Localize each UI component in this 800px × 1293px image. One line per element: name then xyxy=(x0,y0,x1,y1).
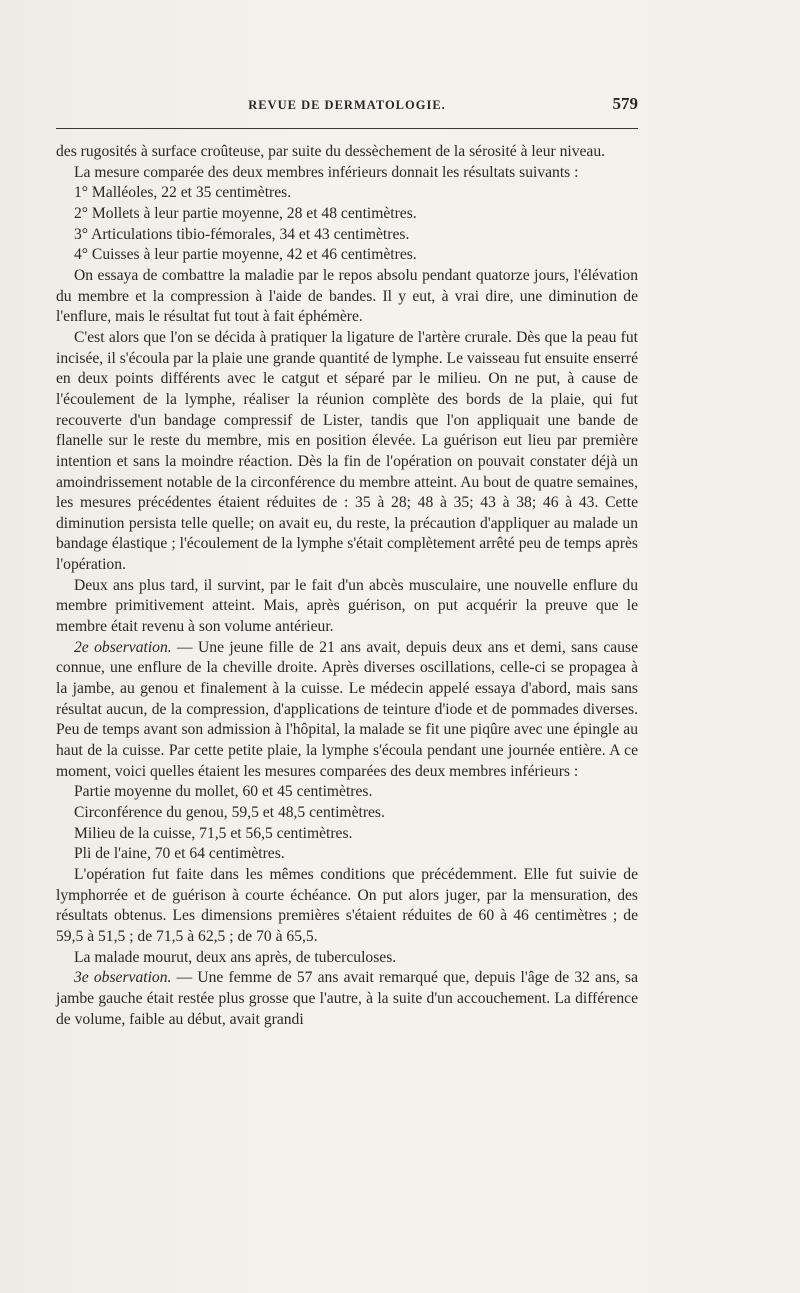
header-rule xyxy=(56,128,638,129)
observation-2-paragraph xyxy=(56,638,638,783)
observation-3-label: 3e observation. xyxy=(74,969,172,987)
observation-2-label: 2e observation. xyxy=(74,638,172,656)
paragraph: On essaya de combattre la maladie par le repos absolu pendant quatorze jours, l'élévation du membre et la compression à l'aide de bandes. Il y eut, à vrai dire, une diminution de l'enflure, mais le résultat fut tout à fait éphémère. xyxy=(56,266,638,326)
observation-3-text: — Une femme de 57 ans avait remarqué que, depuis l'âge de 32 ans, sa jambe gauche était restée plus grosse que l'autre, à la suite d'un accouchement. La différence de volume, faible au début, avait grandi xyxy=(56,969,638,1028)
page-number: 579 xyxy=(612,94,638,113)
observation-3-paragraph xyxy=(56,968,638,1030)
observation-2-text: — Une jeune fille de 21 ans avait, depuis deux ans et demi, sans cause connue, une enflure de la cheville droite. Après diverses oscillations, celle-ci se propagea à la jambe, au genou et finalement à la cuisse. Le médecin appelé essaya d'abord, mais sans résultat aucun, de la compression, d'applications de teinture d'iode et de pommades diverses. Peu de temps avant son admission à l'hôpital, la malade se fit une piqûre avec une épingle au haut de la cuisse. Par cette petite plaie, la lymphe s'écoula pendant une journée entière. A ce moment, voici quelles étaient les mesures comparées des deux membres inférieurs : xyxy=(56,638,639,780)
measure-item: Partie moyenne du mollet, 60 et 45 centimètres. xyxy=(74,783,373,801)
article-body xyxy=(56,142,638,1030)
measure-item: 1° Malléoles, 22 et 35 centimètres. xyxy=(74,184,292,202)
measure-item: 4° Cuisses à leur partie moyenne, 42 et 46 centimètres. xyxy=(74,246,417,264)
paragraph: L'opération fut faite dans les mêmes conditions que précédemment. Elle fut suivie de lymphorrée et de guérison à courte échéance. On put alors juger, par la mensuration, des résultats obtenus. Les dimensions premières s'étaient réduites de 60 à 46 centimètres ; de 59,5 à 51,5 ; de 71,5 à 62,5 ; de 70 à 65,5. xyxy=(56,865,638,945)
paragraph: Deux ans plus tard, il survint, par le fait d'un abcès musculaire, une nouvelle enflure du membre primitivement atteint. Mais, après guérison, on put acquérir la preuve que le membre était revenu à son volume antérieur. xyxy=(56,576,638,636)
measure-item: Circonférence du genou, 59,5 et 48,5 centimètres. xyxy=(74,804,385,821)
measure-item: Pli de l'aine, 70 et 64 centimètres. xyxy=(74,845,285,863)
measure-item: Milieu de la cuisse, 71,5 et 56,5 centimètres. xyxy=(74,824,353,842)
journal-title: REVUE DE DERMATOLOGIE. xyxy=(248,98,446,112)
paragraph: C'est alors que l'on se décida à pratiquer la ligature de l'artère crurale. Dès que la peau fut incisée, il s'écoula par la plaie une grande quantité de lymphe. Le vaisseau fut ensuite enserré en deux points différents avec le catgut et séparé par le milieu. On ne put, à cause de l'écoulement de la lymphe, réaliser la réunion complète des bords de la plaie, qui fut recouverte d'un bandage compressif de Lister, tandis que l'on appliquait une bande de flanelle sur le reste du membre, mis en position élevée. La guérison eut lieu par première intention et sans la moindre réaction. Dès la fin de l'opération on pouvait constater déjà un amoindrissement notable de la circonférence du membre atteint. Au bout de quatre semaines, les mesures précédentes étaient réduites de : 35 à 28; 48 à 35; 43 à 38; 46 à 43. Cette diminution persista telle quelle; on avait eu, du reste, la précaution d'appliquer au malade un bandage élastique ; l'écoulement de la lymphe s'était complètement arrêté peu de temps après l'opération. xyxy=(56,328,638,574)
measure-item: 3° Articulations tibio-fémorales, 34 et 43 centimètres. xyxy=(74,225,410,243)
running-head xyxy=(56,96,638,116)
paragraph: La mesure comparée des deux membres inférieurs donnait les résultats suivants : xyxy=(74,163,579,181)
paragraph: des rugosités à surface croûteuse, par suite du dessèchement de la sérosité à leur niveau. xyxy=(56,143,606,160)
paragraph: La malade mourut, deux ans après, de tuberculoses. xyxy=(74,948,397,966)
measure-item: 2° Mollets à leur partie moyenne, 28 et 48 centimètres. xyxy=(74,204,417,222)
